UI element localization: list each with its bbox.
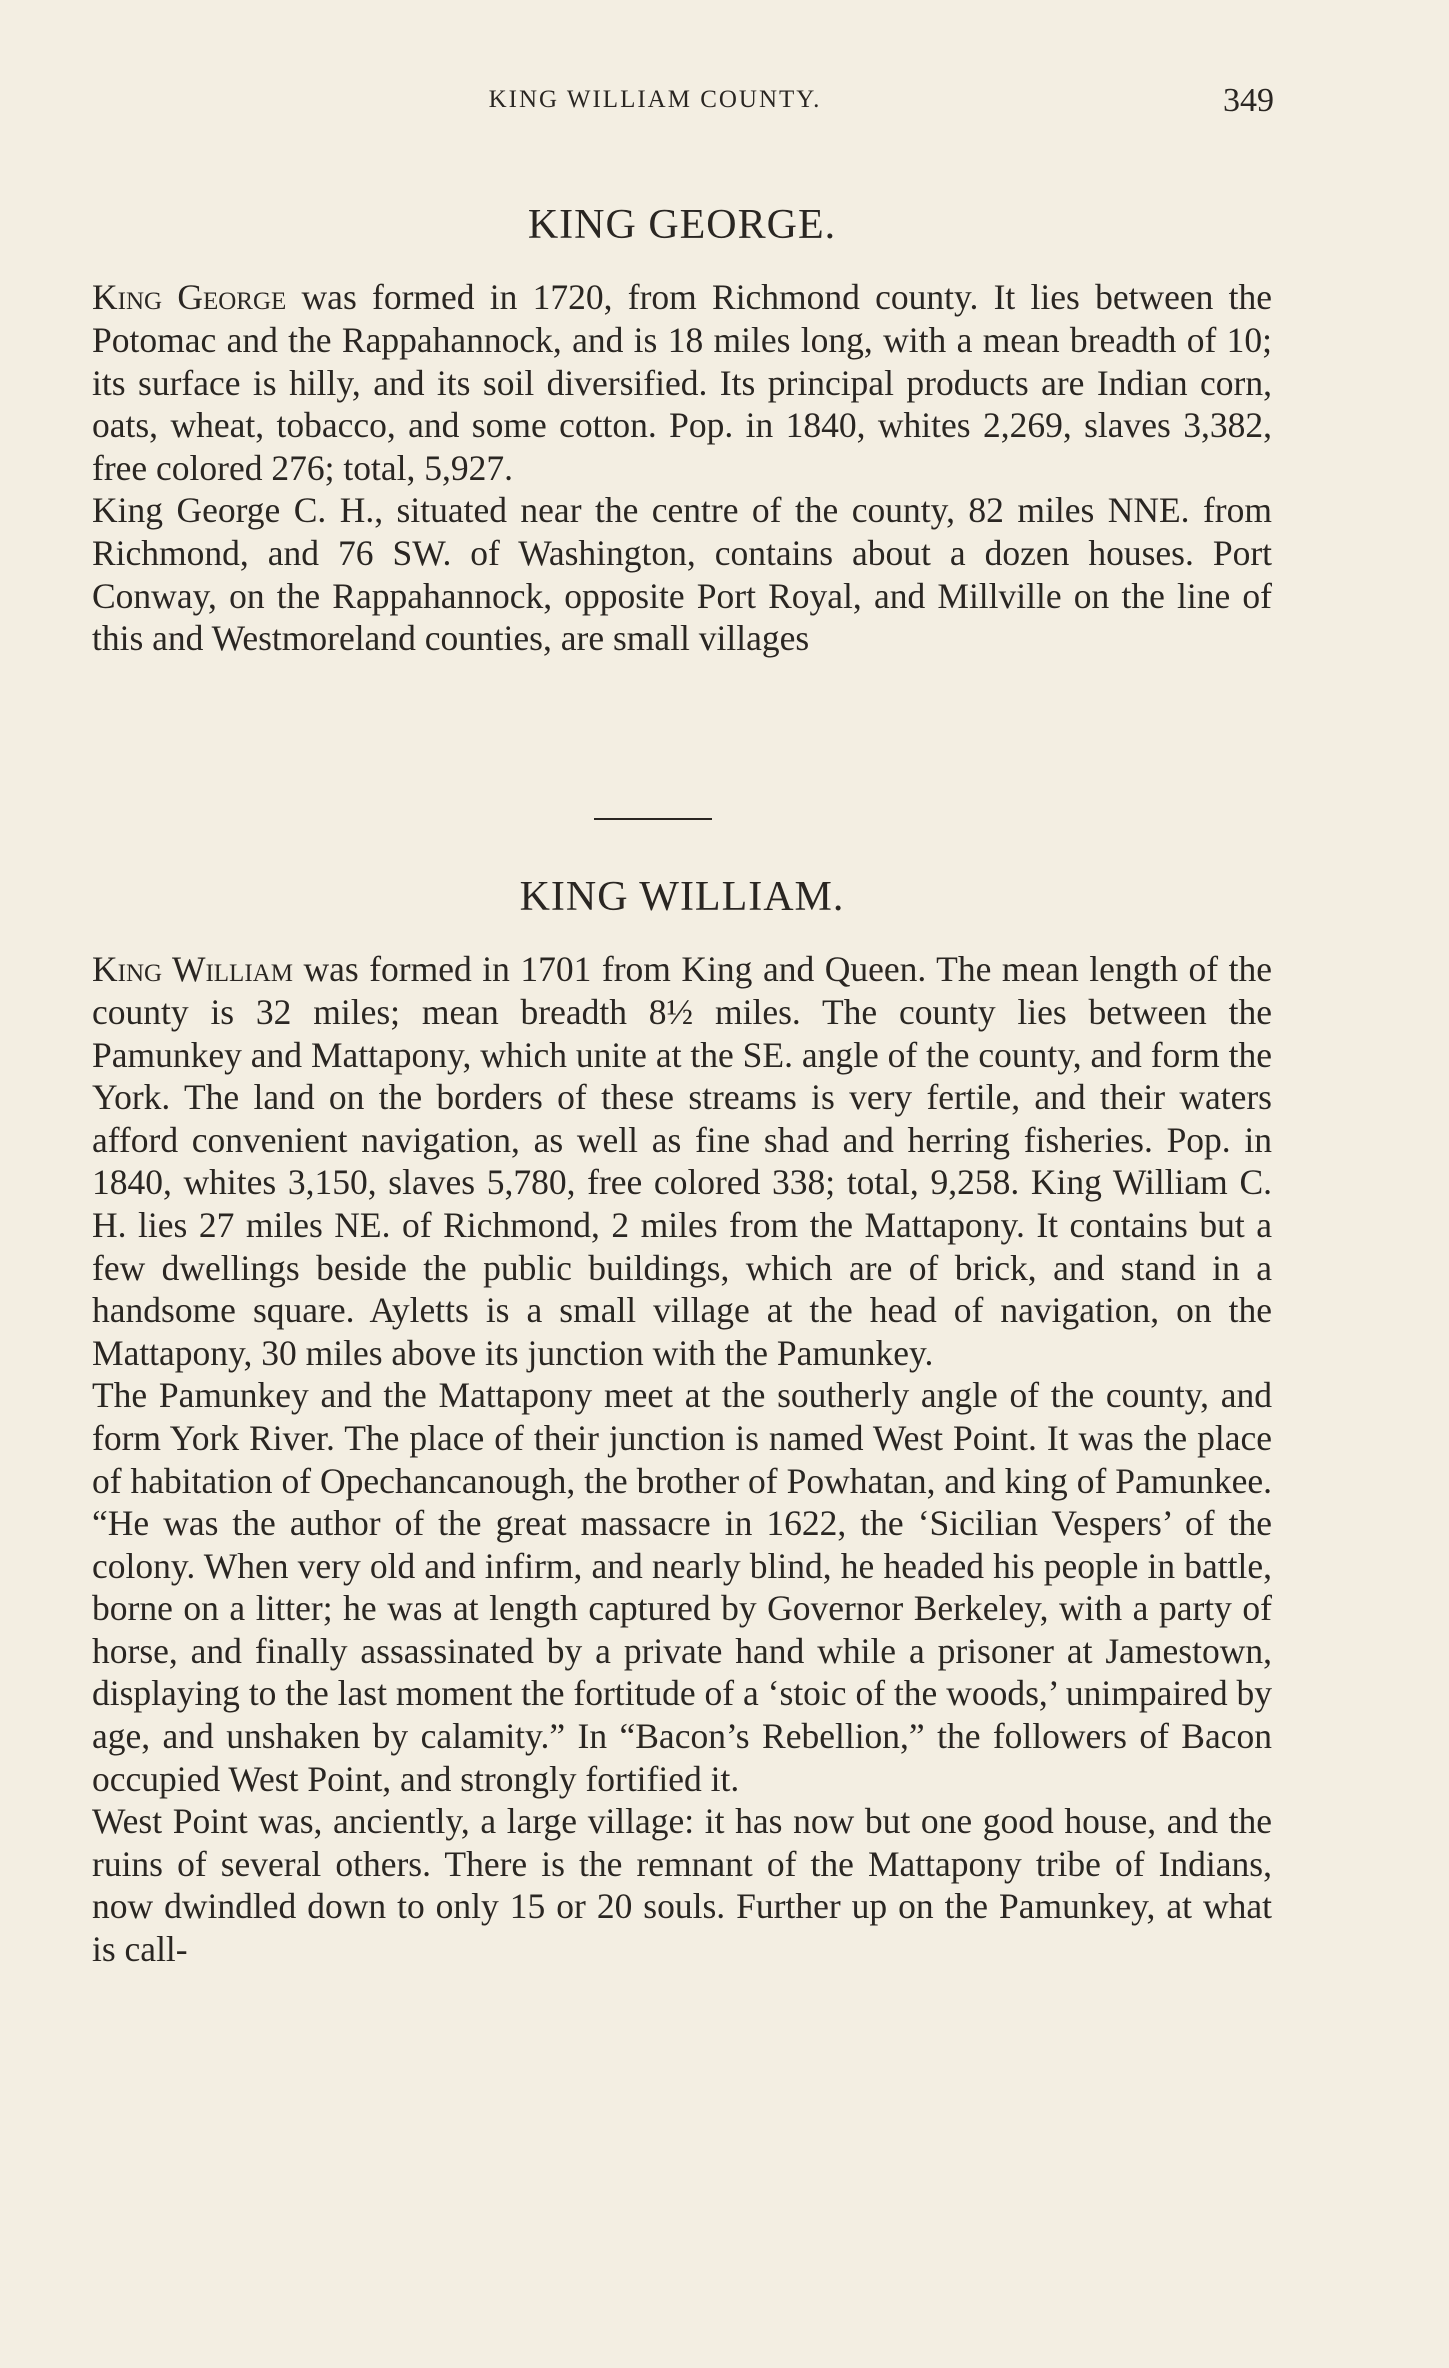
- paragraph-text: West Point was, anciently, a large village: it has now but one good house, and the ruins of several others. There is the remnant of the Mattapony tribe of Indians, now dwindled down to only 15 or 20 souls. Further up on the Pamunkey, at what is call-: [92, 1801, 1272, 1970]
- paragraph-text: was formed in 1720, from Richmond county. It lies between the Potomac and the Rappahannock, and is 18 miles long, with a mean breadth of 10; its surface is hilly, and its soil diversified. Its principal products are Indian corn, oats, wheat, tobacco, and some cotton. Pop. in 1840, whites 2,269, slaves 3,382, free colored 276; total, 5,927.: [92, 277, 1272, 488]
- section-king-william: [92, 872, 1272, 1971]
- paragraph-text: was formed in 1701 from King and Queen. The mean length of the county is 32 miles; mean breadth 8½ miles. The county lies between the Pamunkey and Mattapony, which unite at the SE. angle of the county, and form the York. The land on the borders of these streams is very fertile, and their waters afford convenient navigation, as well as fine shad and herring fisheries. Pop. in 1840, whites 3,150, slaves 5,780, free colored 338; total, 9,258. King William C. H. lies 27 miles NE. of Richmond, 2 miles from the Mattapony. It contains but a few dwellings beside the public buildings, which are of brick, and stand in a handsome square. Ayletts is a small village at the head of navigation, on the Mattapony, 30 miles above its junction with the Pamunkey.: [92, 949, 1272, 1373]
- section-title: KING WILLIAM.: [519, 874, 845, 920]
- paragraph-lead: King George: [92, 277, 287, 318]
- paragraph: [92, 948, 1272, 1374]
- paragraph: [92, 1800, 1272, 1970]
- section-divider: [594, 818, 712, 820]
- paragraph-lead: King William: [92, 949, 293, 990]
- paragraph: [92, 1374, 1272, 1800]
- section-title: KING GEORGE.: [527, 202, 837, 248]
- running-head: [0, 82, 1449, 122]
- paragraph-text: King George C. H., situated near the centre of the county, 82 miles NNE. from Richmond, and 76 SW. of Washington, contains about a dozen houses. Port Conway, on the Rappahannock, opposite Port Royal, and Millville on the line of this and Westmoreland counties, are small villages: [92, 490, 1272, 659]
- paragraph: [92, 489, 1272, 659]
- paragraph: [92, 276, 1272, 489]
- paragraph-text: The Pamunkey and the Mattapony meet at the southerly angle of the county, and form York River. The place of their junction is named West Point. It was the place of habitation of Opechancanough, the brother of Powhatan, and king of Pamunkee. “He was the author of the great massacre in 1622, the ‘Sicilian Vespers’ of the colony. When very old and infirm, and nearly blind, he headed his people in battle, borne on a litter; he was at length captured by Governor Berkeley, with a party of horse, and finally assassinated by a private hand while a prisoner at Jamestown, displaying to the last moment the fortitude of a ‘stoic of the woods,’ unimpaired by age, and unshaken by calamity.” In “Bacon’s Rebellion,” the followers of Bacon occupied West Point, and strongly fortified it.: [92, 1375, 1272, 1799]
- section-king-george: [92, 200, 1272, 660]
- page-number: 349: [1223, 82, 1274, 119]
- running-title: KING WILLIAM COUNTY.: [488, 86, 822, 113]
